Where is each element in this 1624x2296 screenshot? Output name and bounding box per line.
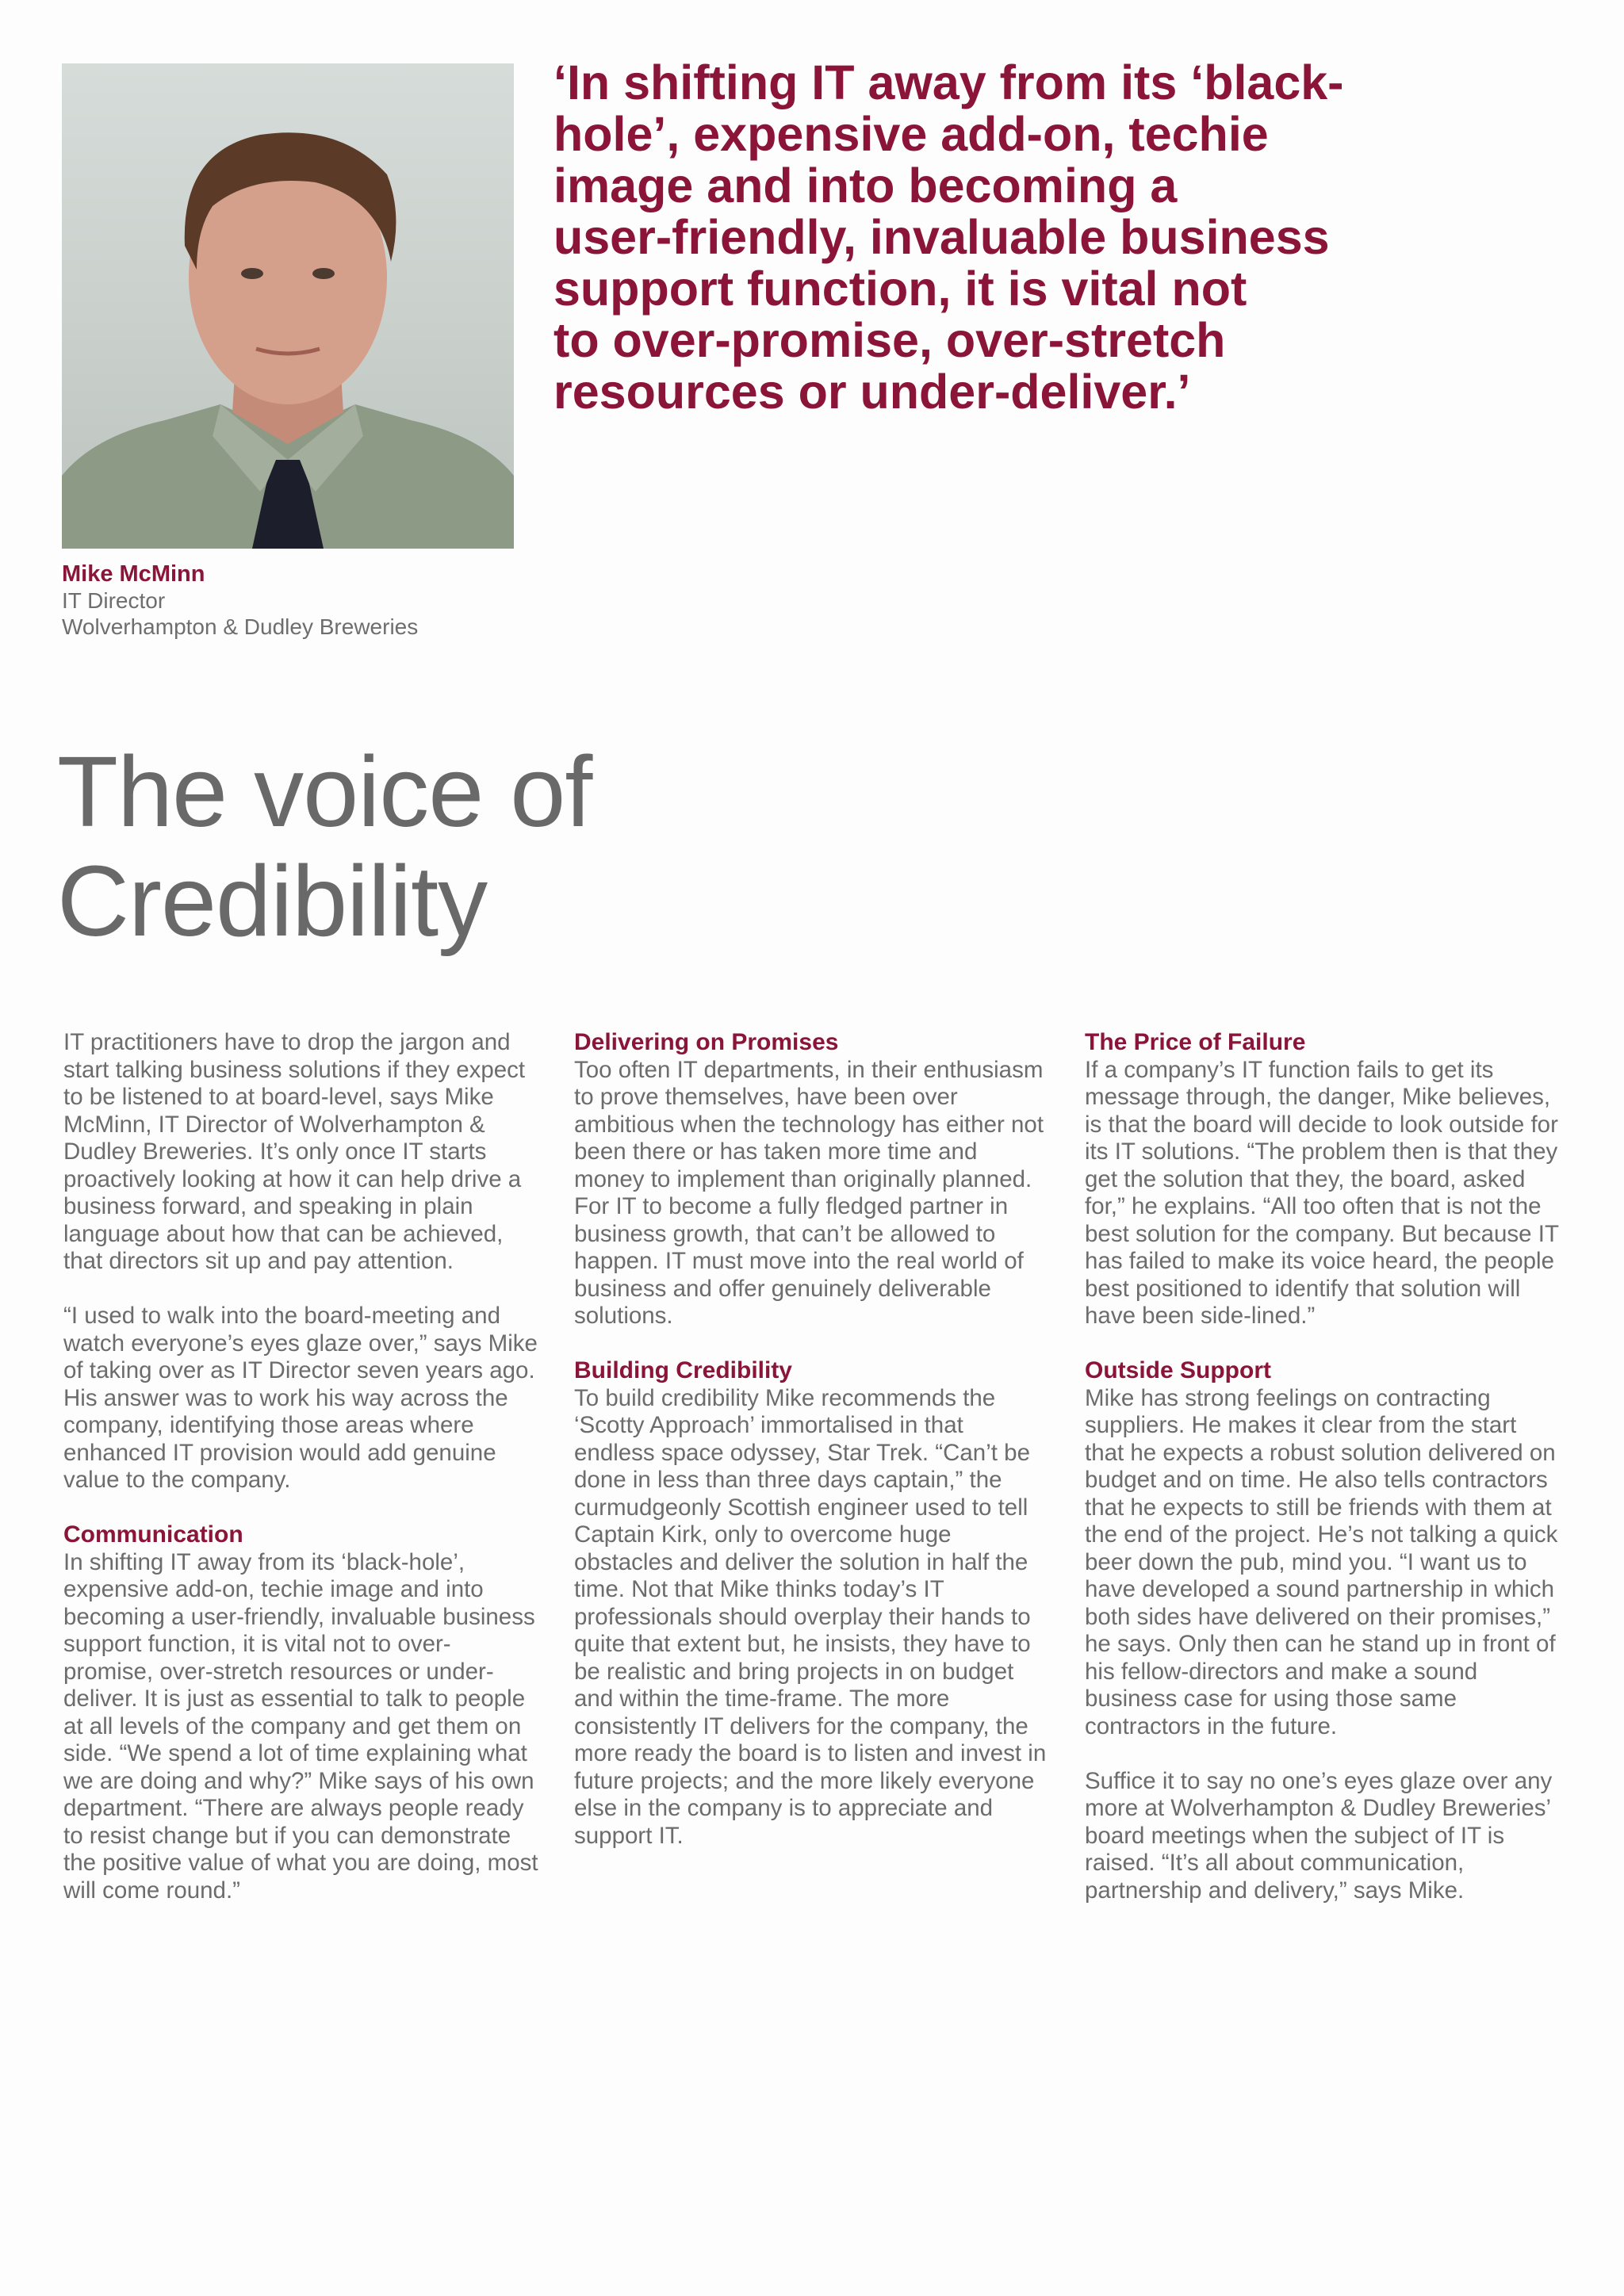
pull-quote: ‘In shifting IT away from its ‘black- hole’, expensive add-on, techie image and into becoming a user-friendly, invaluable business support function, it is vital not to over-promise, over-stretch resources or under-deliver.’ — [553, 55, 1344, 419]
article-column-2 — [574, 1029, 1050, 1877]
photo-caption — [62, 561, 538, 640]
article-column-1 — [63, 1029, 539, 1932]
article-column-3 — [1085, 1029, 1561, 1932]
section-heading-delivering: Delivering on Promises — [574, 1029, 839, 1055]
caption-role: IT Director — [62, 588, 166, 613]
paragraph: Too often IT departments, in their enthusiasm to prove themselves, have been over ambitious when the technology has either not been there or has taken more time and money to implement than originally planned. For IT to become a fully fledged partner in business growth, that can’t be allowed to happen. IT must move into the real world of business and offer genuinely deliverable solutions. — [574, 1056, 1044, 1329]
caption-company: Wolverhampton & Dudley Breweries — [62, 614, 419, 639]
caption-name: Mike McMinn — [62, 561, 205, 587]
paragraph: “I used to walk into the board-meeting and watch everyone’s eyes glaze over,” says Mike of taking over as IT Director seven years ago. His answer was to work his way across the company, identifying those areas where enhanced IT provision would add genuine value to the company. — [63, 1303, 538, 1493]
section-heading-credibility: Building Credibility — [574, 1357, 792, 1383]
portrait-photo — [62, 63, 514, 549]
paragraph: Mike has strong feelings on contracting suppliers. He makes it clear from the start that he expects a robust solution delivered on budget and on time. He also tells contractors that he expects to still be friends with them at the end of the project. He’s not talking a quick beer down the pub, mind you. “I want us to have developed a sound partnership in which both sides have delivered on their promises,” he says. Only then can he stand up in front of his fellow-directors and make a sound business case for using those same contractors in the future. — [1085, 1384, 1558, 1739]
paragraph: In shifting IT away from its ‘black-hole’, expensive add-on, techie image and into becoming a user-friendly, invaluable business support function, it is vital not to over-promise, over-stretch resources or under-deliver. It is just as essential to talk to people at all levels of the company and get them on side. “We spend a lot of time explaining what we are doing and why?” Mike says of his own department. “There are always people ready to resist change but if you can demonstrate the positive value of what you are doing, most will come round.” — [63, 1548, 538, 1904]
paragraph: If a company’s IT function fails to get its message through, the danger, Mike believes, is that the board will decide to look outside for its IT solutions. “The problem then is that they get the solution that they, the board, asked for,” he explains. “All too often that is not the best solution for the company. But because IT has failed to make its voice heard, the people best positioned to identify that solution will have been side-lined.” — [1085, 1056, 1559, 1329]
article-headline — [57, 737, 1009, 956]
headline-line-1: The voice of — [57, 736, 592, 848]
headline-line-2: Credibility — [57, 845, 488, 957]
paragraph: IT practitioners have to drop the jargon and start talking business solutions if they expect to be listened to at board-level, says Mike McMinn, IT Director of Wolverhampton & Dudley Breweries. It’s only once IT starts proactively looking at how it can help drive a business forward, and speaking in plain language about how that can be achieved, that directors sit up and pay attention. — [63, 1029, 526, 1274]
section-heading-outside-support: Outside Support — [1085, 1357, 1271, 1383]
section-heading-failure: The Price of Failure — [1085, 1029, 1306, 1055]
paragraph: To build credibility Mike recommends the ‘Scotty Approach’ immortalised in that endless space odyssey, Star Trek. “Can’t be done in less than three days captain,” the curmudgeonly Scottish engineer used to tell Captain Kirk, only to overcome huge obstacles and deliver the solution in half the time. Not that Mike thinks today’s IT professionals should overplay their hands to quite that extent but, he insists, they have to be realistic and bring projects in on budget and within the time-frame. The more consistently IT delivers for the company, the more ready the board is to listen and invest in future projects; and the more likely everyone else in the company is to appreciate and support IT. — [574, 1384, 1047, 1849]
paragraph: Suffice it to say no one’s eyes glaze over any more at Wolverhampton & Dudley Breweries’ board meetings when the subject of IT is raised. “It’s all about communication, partnership and delivery,” says Mike. — [1085, 1767, 1553, 1904]
section-heading-communication: Communication — [63, 1521, 243, 1548]
